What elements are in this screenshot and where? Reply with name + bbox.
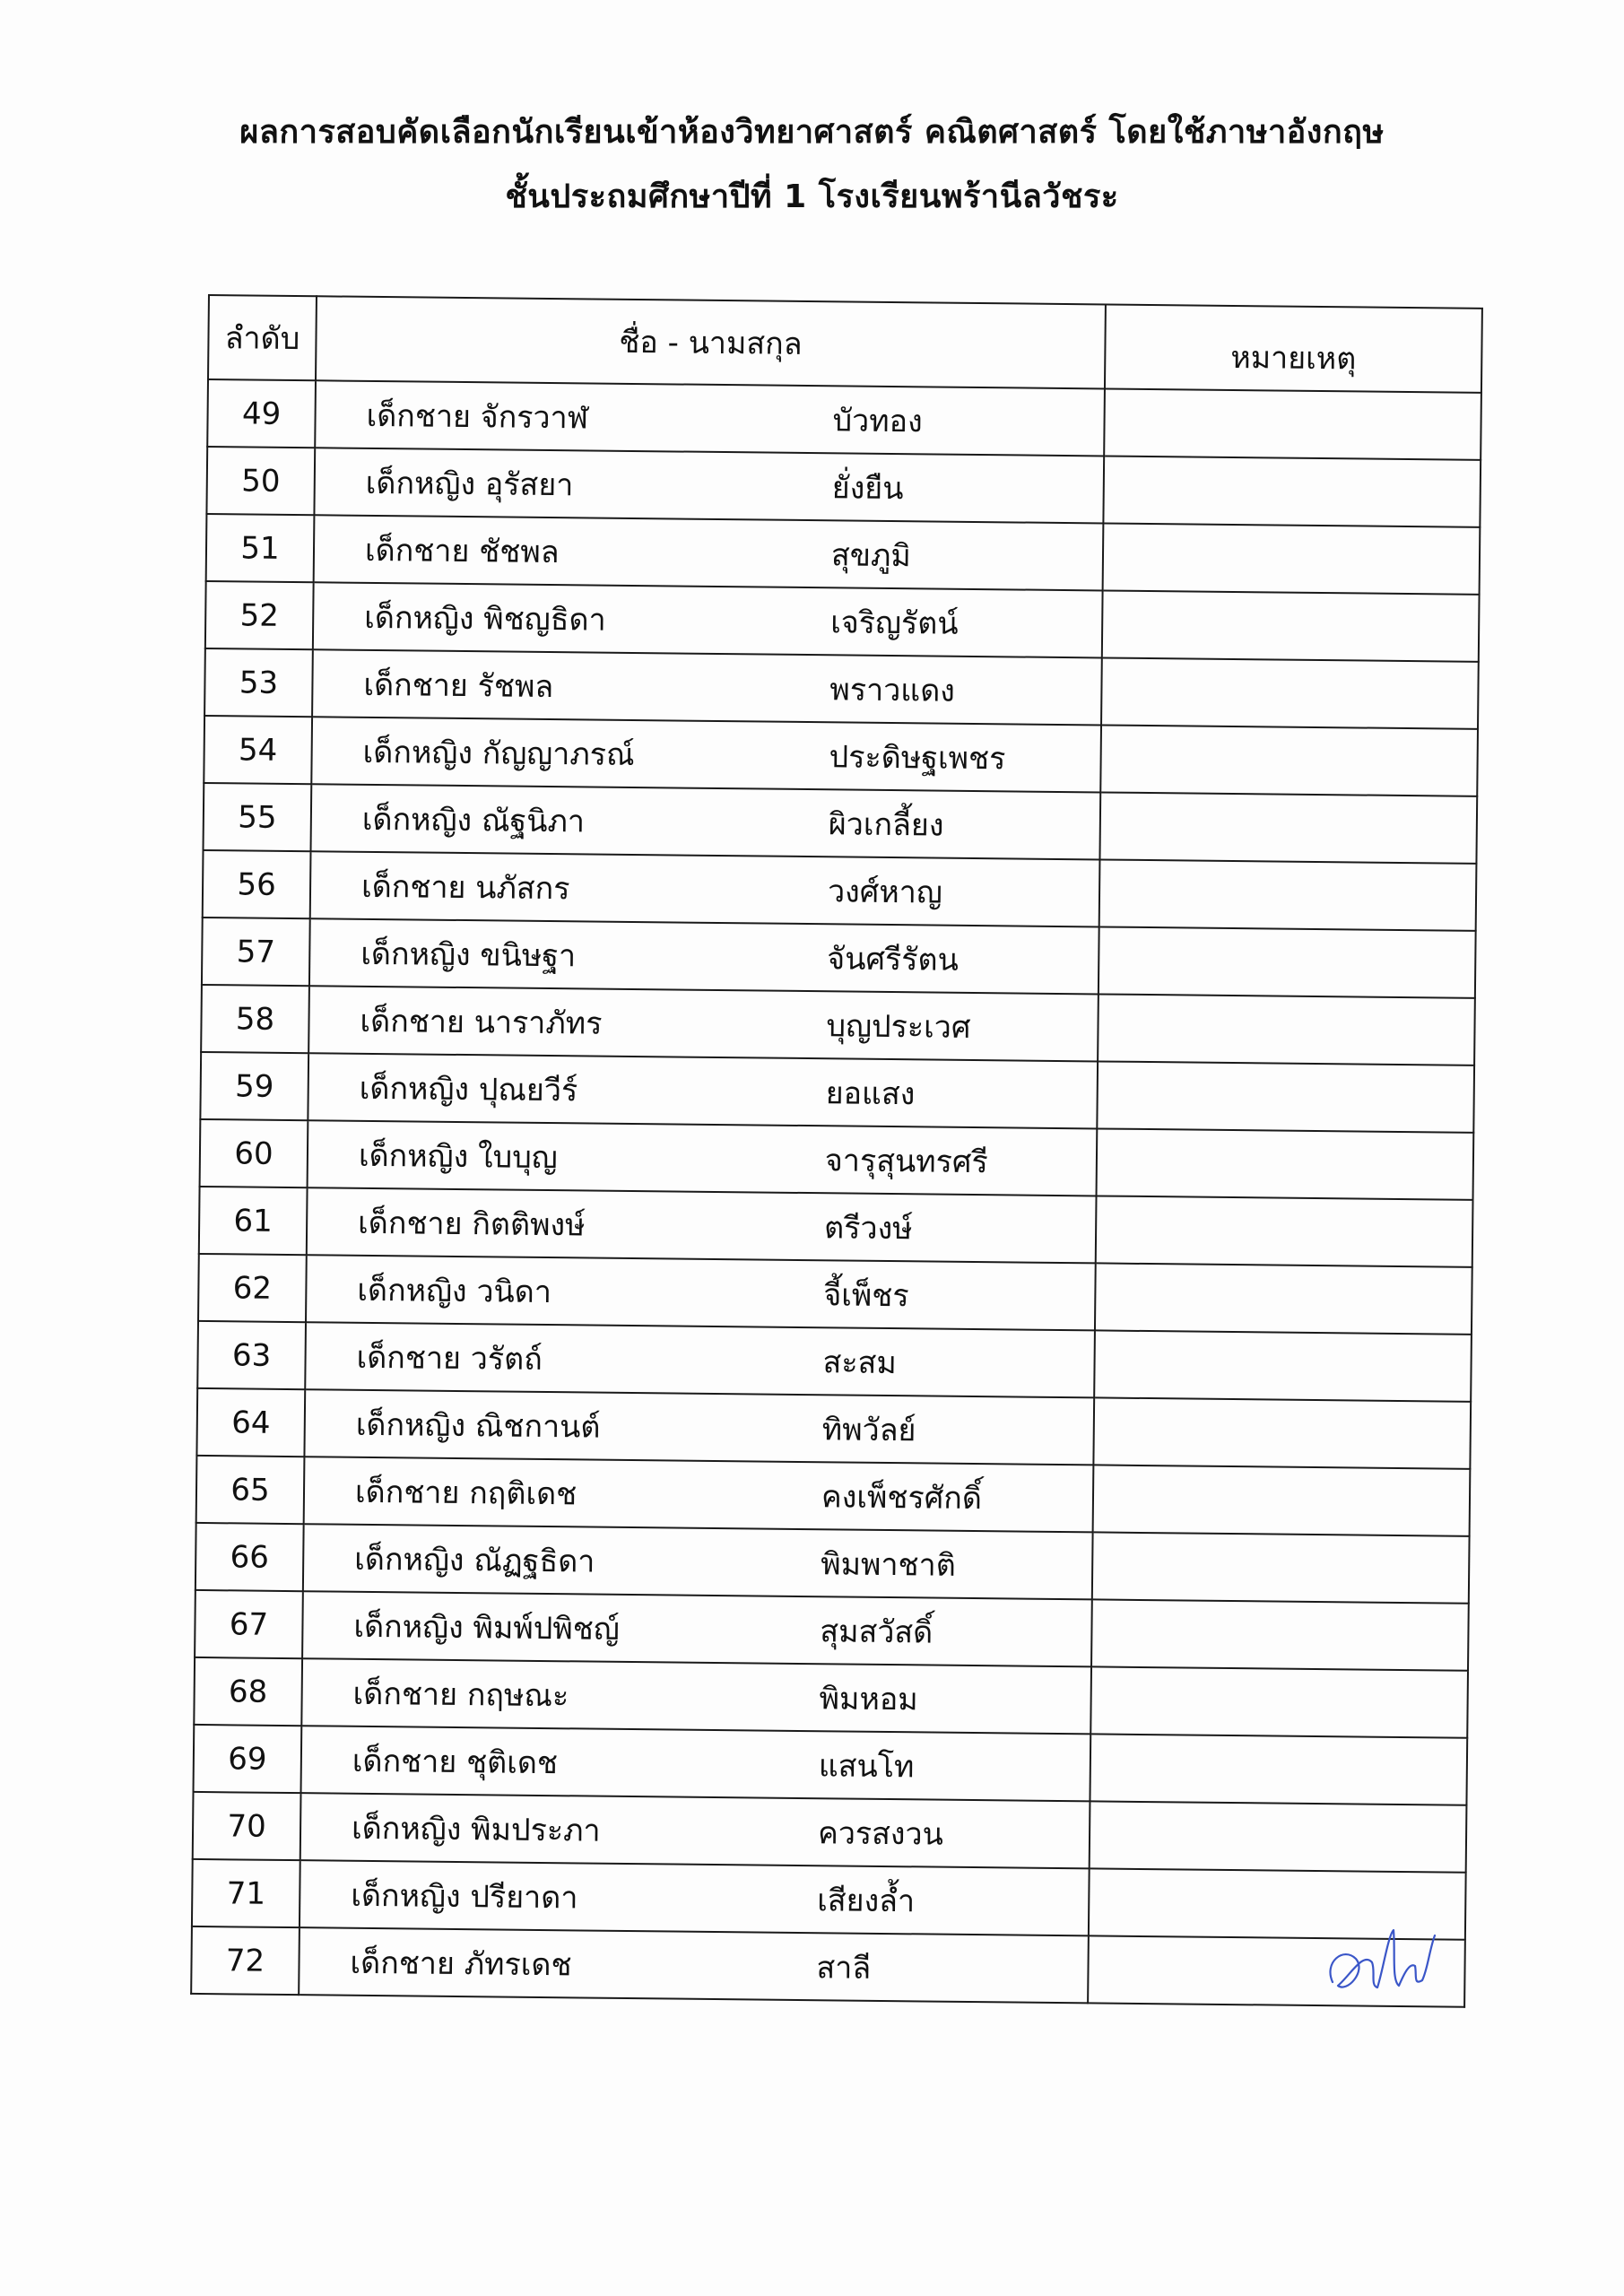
row-number: 63 xyxy=(197,1321,306,1389)
student-last-name: จี้เพ็ชร xyxy=(823,1276,909,1314)
row-name-cell xyxy=(311,717,1101,792)
row-note xyxy=(1094,1330,1472,1401)
row-number: 52 xyxy=(205,581,314,649)
row-note xyxy=(1092,1532,1470,1603)
row-name-cell xyxy=(308,986,1099,1061)
row-name-cell xyxy=(304,1457,1094,1532)
row-name-cell xyxy=(302,1591,1092,1666)
row-note xyxy=(1099,792,1477,863)
row-name-cell xyxy=(309,918,1099,994)
student-name xyxy=(314,583,1102,657)
student-first-name: เด็กชาย วรัตถ์ xyxy=(356,1339,543,1378)
row-number: 60 xyxy=(200,1119,308,1187)
student-name xyxy=(308,1054,1097,1127)
row-name-cell xyxy=(306,1255,1096,1330)
student-name xyxy=(308,1188,1096,1262)
student-last-name: บุญประเวศ xyxy=(826,1007,971,1046)
student-first-name: เด็กหญิง อุรัสยา xyxy=(365,465,574,503)
row-number: 69 xyxy=(194,1725,302,1793)
row-note xyxy=(1096,1196,1473,1266)
row-number: 51 xyxy=(206,514,315,582)
student-first-name: เด็กหญิง ใบบุญ xyxy=(358,1137,558,1176)
student-name xyxy=(311,852,1099,926)
student-last-name: ผิวเกลี้ยง xyxy=(828,805,944,844)
row-number: 64 xyxy=(196,1388,305,1457)
student-first-name: เด็กหญิง พิชญธิดา xyxy=(364,599,606,639)
student-first-name: เด็กชาย รัชพล xyxy=(363,666,554,705)
row-note xyxy=(1098,994,1475,1065)
student-first-name: เด็กชาย ภัทรเดช xyxy=(350,1944,572,1983)
student-first-name: เด็กชาย นาราภัทร xyxy=(360,1003,603,1042)
student-last-name: ประดิษฐเพชร xyxy=(829,738,1006,777)
row-number: 50 xyxy=(206,447,315,515)
student-last-name: คงเพ็ชรศักดิ์ xyxy=(821,1478,983,1517)
student-name xyxy=(306,1323,1094,1396)
student-name xyxy=(304,1525,1092,1598)
results-table xyxy=(190,294,1483,2008)
row-name-cell xyxy=(315,380,1105,456)
document-title: ผลการสอบคัดเลือกนักเรียนเข้าห้องวิทยาศาสตร์ คณิตศาสตร์ โดยใช้ภาษาอังกฤษ xyxy=(239,114,1385,151)
student-last-name: สุขภูมิ xyxy=(830,536,912,574)
student-last-name: ทิพวัลย์ xyxy=(821,1411,916,1448)
row-name-cell xyxy=(310,851,1100,926)
student-last-name: บัวทอง xyxy=(832,402,923,439)
student-first-name: เด็กชาย กิตติพงษ์ xyxy=(357,1205,586,1243)
student-first-name: เด็กหญิง วนิดา xyxy=(357,1272,552,1310)
row-name-cell xyxy=(304,1389,1094,1465)
student-last-name: ตรีวงษ์ xyxy=(823,1209,913,1247)
student-last-name: พิมพาชาติ xyxy=(821,1545,956,1584)
student-last-name: จารุสุนทรศรี xyxy=(824,1142,988,1180)
student-first-name: เด็กชาย ชัชพล xyxy=(364,532,560,570)
row-name-cell xyxy=(300,1793,1090,1868)
row-number: 68 xyxy=(194,1657,302,1726)
row-note xyxy=(1104,388,1481,459)
row-note xyxy=(1095,1263,1472,1334)
row-name-cell xyxy=(311,784,1101,859)
student-name xyxy=(301,1794,1090,1867)
row-name-cell xyxy=(312,649,1102,725)
row-name-cell xyxy=(314,515,1104,590)
row-name-cell xyxy=(314,448,1104,523)
row-note xyxy=(1103,523,1481,594)
row-number: 49 xyxy=(207,379,316,448)
document-subtitle: ชั้นประถมศึกษาปีที่ 1 โรงเรียนพร้านีลวัชระ xyxy=(505,178,1119,215)
row-number: 53 xyxy=(204,648,313,717)
row-note xyxy=(1102,590,1480,661)
student-last-name: พราวแดง xyxy=(829,671,956,709)
student-name xyxy=(315,448,1103,522)
student-first-name: เด็กหญิง พิมพ์ปพิชญ์ xyxy=(353,1608,621,1648)
student-last-name: เสียงล้ำ xyxy=(817,1882,916,1919)
student-first-name: เด็กหญิง พิมประภา xyxy=(351,1810,601,1849)
row-number: 70 xyxy=(193,1792,301,1860)
row-note xyxy=(1091,1599,1469,1670)
row-name-cell xyxy=(313,582,1103,657)
student-last-name: สะสม xyxy=(822,1344,897,1381)
row-note xyxy=(1090,1734,1467,1805)
row-number: 58 xyxy=(201,985,309,1053)
row-name-cell xyxy=(300,1860,1090,1935)
student-last-name: ยอแสง xyxy=(825,1074,916,1112)
student-last-name: สาลี xyxy=(816,1949,872,1987)
table-body xyxy=(191,379,1481,2007)
student-last-name: ควรสงวน xyxy=(817,1814,944,1853)
row-note xyxy=(1093,1465,1471,1535)
student-name xyxy=(305,1390,1093,1464)
row-note xyxy=(1099,926,1476,997)
row-number: 67 xyxy=(195,1590,303,1658)
row-number: 59 xyxy=(200,1052,308,1120)
student-first-name: เด็กชาย กฤษณะ xyxy=(352,1675,569,1714)
student-last-name: วงศ์หาญ xyxy=(827,873,943,911)
student-first-name: เด็กชาย จักรวาฬ xyxy=(366,397,589,436)
student-first-name: เด็กหญิง ณิชกานต์ xyxy=(355,1406,601,1446)
student-name xyxy=(316,381,1104,455)
student-name xyxy=(303,1592,1091,1665)
row-number: 72 xyxy=(191,1926,300,1995)
row-number: 57 xyxy=(202,918,310,986)
row-name-cell xyxy=(308,1053,1098,1128)
row-name-cell xyxy=(301,1726,1091,1801)
student-first-name: เด็กหญิง กัญญาภรณ์ xyxy=(362,734,635,773)
student-name xyxy=(300,1928,1088,2002)
header-name: ชื่อ - นามสกุล xyxy=(316,296,1106,388)
row-number: 56 xyxy=(203,850,311,918)
row-note xyxy=(1099,859,1477,930)
row-name-cell xyxy=(307,1187,1097,1263)
student-name xyxy=(309,987,1098,1060)
row-name-cell xyxy=(308,1120,1098,1196)
student-name xyxy=(302,1726,1090,1800)
student-name xyxy=(308,1121,1097,1195)
row-note xyxy=(1103,456,1481,526)
row-name-cell xyxy=(303,1524,1093,1599)
row-note xyxy=(1097,1061,1474,1132)
row-name-cell xyxy=(305,1322,1095,1397)
student-first-name: เด็กหญิง ณัฏฐธิดา xyxy=(354,1541,595,1580)
student-name xyxy=(307,1256,1095,1329)
student-first-name: เด็กชาย ชุติเดช xyxy=(352,1743,559,1781)
row-number: 71 xyxy=(192,1859,300,1927)
row-number: 61 xyxy=(199,1187,308,1255)
row-note xyxy=(1101,657,1479,728)
student-name xyxy=(305,1457,1093,1531)
row-note xyxy=(1090,1666,1468,1737)
row-number: 55 xyxy=(204,783,312,851)
signature xyxy=(1316,1900,1451,2007)
student-name xyxy=(315,516,1103,589)
row-note xyxy=(1090,1801,1467,1872)
row-number: 54 xyxy=(204,716,312,784)
student-name xyxy=(313,650,1101,724)
student-first-name: เด็กหญิง ปุณยวีร์ xyxy=(359,1070,578,1109)
row-note xyxy=(1100,725,1478,796)
student-last-name: พิมหอม xyxy=(819,1680,918,1718)
student-name xyxy=(310,919,1099,993)
table-row xyxy=(191,1926,1465,2007)
student-name xyxy=(312,785,1100,858)
student-first-name: เด็กหญิง ณัฐนิภา xyxy=(361,801,586,839)
student-last-name: จันศรีรัตน xyxy=(827,940,960,978)
row-note xyxy=(1093,1397,1471,1468)
header-note: หมายเหตุ xyxy=(1105,304,1482,392)
row-number: 66 xyxy=(195,1523,304,1591)
row-name-cell xyxy=(301,1658,1091,1734)
student-first-name: เด็กชาย นภัสกร xyxy=(360,868,570,907)
student-first-name: เด็กชาย กฤติเดช xyxy=(354,1474,578,1512)
row-number: 65 xyxy=(196,1456,305,1524)
student-first-name: เด็กหญิง ขนิษฐา xyxy=(360,935,577,974)
row-note xyxy=(1097,1128,1474,1199)
student-last-name: เจริญรัตน์ xyxy=(829,604,959,642)
row-name-cell xyxy=(299,1927,1089,2003)
student-last-name: ยั่งยืน xyxy=(831,469,904,507)
student-name xyxy=(312,718,1100,791)
student-name xyxy=(302,1659,1090,1733)
student-last-name: แสนโท xyxy=(818,1747,915,1785)
header-number: ลำดับ xyxy=(208,295,317,380)
student-name xyxy=(300,1861,1089,1935)
student-first-name: เด็กหญิง ปรียาดา xyxy=(351,1877,578,1916)
table-header-row xyxy=(208,295,1482,393)
student-last-name: สุมสวัสดิ์ xyxy=(820,1613,934,1651)
row-number: 62 xyxy=(198,1254,307,1322)
